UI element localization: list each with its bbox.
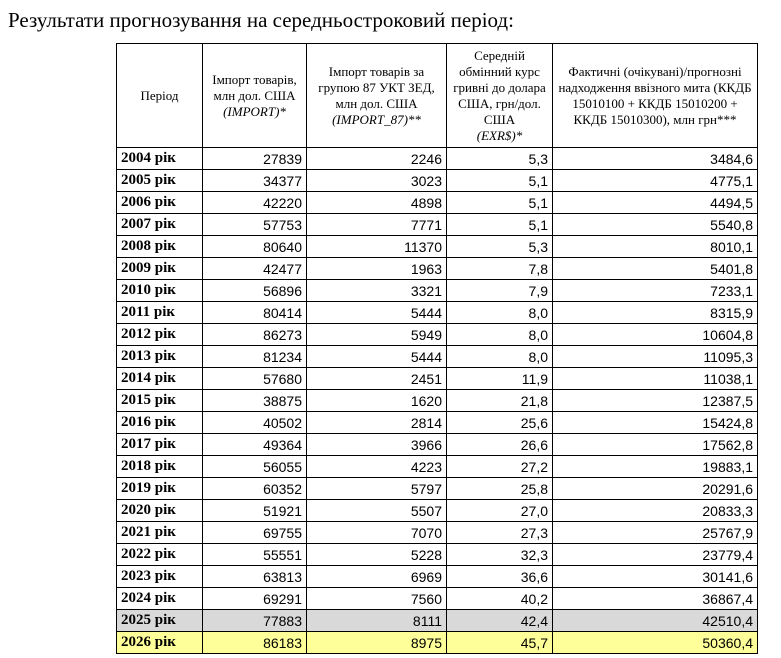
duty-cell: 4775,1	[553, 170, 758, 192]
period-cell: 2015 рік	[117, 390, 203, 412]
import87-cell: 3321	[307, 280, 447, 302]
table-row	[117, 434, 758, 456]
import87-cell: 2451	[307, 368, 447, 390]
duty-cell: 8315,9	[553, 302, 758, 324]
import-cell: 56055	[203, 456, 307, 478]
import87-cell: 5228	[307, 544, 447, 566]
import87-cell: 7771	[307, 214, 447, 236]
exr-cell: 21,8	[447, 390, 553, 412]
table-row	[117, 192, 758, 214]
import87-cell: 4223	[307, 456, 447, 478]
table-row	[117, 632, 758, 654]
import-cell: 63813	[203, 566, 307, 588]
table-row	[117, 148, 758, 170]
duty-cell: 42510,4	[553, 610, 758, 632]
period-cell: 2018 рік	[117, 456, 203, 478]
header-period: Період	[117, 44, 203, 148]
table-row	[117, 478, 758, 500]
table-row	[117, 412, 758, 434]
duty-cell: 20833,3	[553, 500, 758, 522]
import87-cell: 5444	[307, 302, 447, 324]
duty-cell: 30141,6	[553, 566, 758, 588]
import-cell: 38875	[203, 390, 307, 412]
exr-cell: 8,0	[447, 302, 553, 324]
header-exr-var: (EXR$)*	[476, 127, 523, 143]
period-cell: 2009 рік	[117, 258, 203, 280]
import-cell: 77883	[203, 610, 307, 632]
import87-cell: 7560	[307, 588, 447, 610]
duty-cell: 50360,4	[553, 632, 758, 654]
period-cell: 2006 рік	[117, 192, 203, 214]
table-row	[117, 390, 758, 412]
period-cell: 2013 рік	[117, 346, 203, 368]
exr-cell: 5,1	[447, 192, 553, 214]
duty-cell: 7233,1	[553, 280, 758, 302]
import-cell: 51921	[203, 500, 307, 522]
import87-cell: 2814	[307, 412, 447, 434]
import87-cell: 5949	[307, 324, 447, 346]
period-cell: 2008 рік	[117, 236, 203, 258]
period-cell: 2021 рік	[117, 522, 203, 544]
table-row	[117, 566, 758, 588]
exr-cell: 11,9	[447, 368, 553, 390]
header-import87-var: (IMPORT_87)**	[332, 111, 421, 127]
import-cell: 42477	[203, 258, 307, 280]
duty-cell: 11038,1	[553, 368, 758, 390]
period-cell: 2025 рік	[117, 610, 203, 632]
header-exr-label: Середній обмінний курс гривні до долара США, грн/дол. США	[453, 47, 546, 127]
duty-cell: 20291,6	[553, 478, 758, 500]
header-import	[203, 44, 307, 148]
period-cell: 2020 рік	[117, 500, 203, 522]
table-row	[117, 456, 758, 478]
exr-cell: 7,8	[447, 258, 553, 280]
period-cell: 2022 рік	[117, 544, 203, 566]
period-cell: 2019 рік	[117, 478, 203, 500]
exr-cell: 40,2	[447, 588, 553, 610]
import87-cell: 3966	[307, 434, 447, 456]
period-cell: 2007 рік	[117, 214, 203, 236]
exr-cell: 25,8	[447, 478, 553, 500]
table-row	[117, 588, 758, 610]
import-cell: 81234	[203, 346, 307, 368]
duty-cell: 17562,8	[553, 434, 758, 456]
period-cell: 2017 рік	[117, 434, 203, 456]
duty-cell: 36867,4	[553, 588, 758, 610]
import-cell: 80414	[203, 302, 307, 324]
import87-cell: 8975	[307, 632, 447, 654]
period-cell: 2026 рік	[117, 632, 203, 654]
duty-cell: 8010,1	[553, 236, 758, 258]
period-cell: 2012 рік	[117, 324, 203, 346]
import-cell: 80640	[203, 236, 307, 258]
header-row	[117, 44, 758, 148]
header-exr	[447, 44, 553, 148]
header-import-label: Імпорт товарів, млн дол. США	[212, 71, 297, 103]
header-duty: Фактичні (очікувані)/прогнозні надходження ввізного мита (ККДБ 15010100 + ККДБ 15010200 + ККДБ 15010300), млн грн***	[553, 44, 758, 148]
period-cell: 2023 рік	[117, 566, 203, 588]
import87-cell: 11370	[307, 236, 447, 258]
import-cell: 49364	[203, 434, 307, 456]
period-cell: 2014 рік	[117, 368, 203, 390]
exr-cell: 8,0	[447, 346, 553, 368]
table-row	[117, 214, 758, 236]
import-cell: 56896	[203, 280, 307, 302]
duty-cell: 15424,8	[553, 412, 758, 434]
import87-cell: 8111	[307, 610, 447, 632]
duty-cell: 5540,8	[553, 214, 758, 236]
table-row	[117, 522, 758, 544]
import-cell: 69755	[203, 522, 307, 544]
period-cell: 2011 рік	[117, 302, 203, 324]
page-title: Результати прогнозування на середньостроковий період:	[8, 8, 514, 32]
import87-cell: 4898	[307, 192, 447, 214]
exr-cell: 25,6	[447, 412, 553, 434]
import-cell: 42220	[203, 192, 307, 214]
import-cell: 86273	[203, 324, 307, 346]
import-cell: 60352	[203, 478, 307, 500]
import87-cell: 3023	[307, 170, 447, 192]
period-cell: 2004 рік	[117, 148, 203, 170]
import-cell: 27839	[203, 148, 307, 170]
exr-cell: 5,1	[447, 214, 553, 236]
period-cell: 2005 рік	[117, 170, 203, 192]
table-row	[117, 324, 758, 346]
table-row	[117, 170, 758, 192]
exr-cell: 7,9	[447, 280, 553, 302]
import87-cell: 6969	[307, 566, 447, 588]
exr-cell: 5,3	[447, 148, 553, 170]
import-cell: 34377	[203, 170, 307, 192]
duty-cell: 19883,1	[553, 456, 758, 478]
period-cell: 2016 рік	[117, 412, 203, 434]
exr-cell: 32,3	[447, 544, 553, 566]
table-row	[117, 544, 758, 566]
duty-cell: 5401,8	[553, 258, 758, 280]
table-row	[117, 346, 758, 368]
table-row	[117, 368, 758, 390]
table-row	[117, 258, 758, 280]
duty-cell: 23779,4	[553, 544, 758, 566]
exr-cell: 26,6	[447, 434, 553, 456]
exr-cell: 27,3	[447, 522, 553, 544]
import87-cell: 1963	[307, 258, 447, 280]
exr-cell: 27,2	[447, 456, 553, 478]
exr-cell: 5,3	[447, 236, 553, 258]
import-cell: 40502	[203, 412, 307, 434]
table-row	[117, 500, 758, 522]
table-row	[117, 280, 758, 302]
exr-cell: 27,0	[447, 500, 553, 522]
import87-cell: 5797	[307, 478, 447, 500]
table-row	[117, 236, 758, 258]
duty-cell: 25767,9	[553, 522, 758, 544]
import-cell: 86183	[203, 632, 307, 654]
import-cell: 69291	[203, 588, 307, 610]
exr-cell: 5,1	[447, 170, 553, 192]
table-row	[117, 302, 758, 324]
import-cell: 57753	[203, 214, 307, 236]
period-cell: 2024 рік	[117, 588, 203, 610]
forecast-table	[116, 43, 758, 654]
period-cell: 2010 рік	[117, 280, 203, 302]
table-body	[117, 148, 758, 654]
duty-cell: 4494,5	[553, 192, 758, 214]
duty-cell: 10604,8	[553, 324, 758, 346]
header-import-var: (IMPORT)*	[223, 103, 286, 119]
exr-cell: 42,4	[447, 610, 553, 632]
import87-cell: 5507	[307, 500, 447, 522]
duty-cell: 12387,5	[553, 390, 758, 412]
duty-cell: 3484,6	[553, 148, 758, 170]
header-import87	[307, 44, 447, 148]
header-import87-label: Імпорт товарів за групою 87 УКТ ЗЕД, млн дол. США	[318, 63, 435, 111]
import-cell: 57680	[203, 368, 307, 390]
duty-cell: 11095,3	[553, 346, 758, 368]
exr-cell: 36,6	[447, 566, 553, 588]
import87-cell: 7070	[307, 522, 447, 544]
exr-cell: 8,0	[447, 324, 553, 346]
import-cell: 55551	[203, 544, 307, 566]
import87-cell: 1620	[307, 390, 447, 412]
import87-cell: 5444	[307, 346, 447, 368]
import87-cell: 2246	[307, 148, 447, 170]
exr-cell: 45,7	[447, 632, 553, 654]
table-row	[117, 610, 758, 632]
